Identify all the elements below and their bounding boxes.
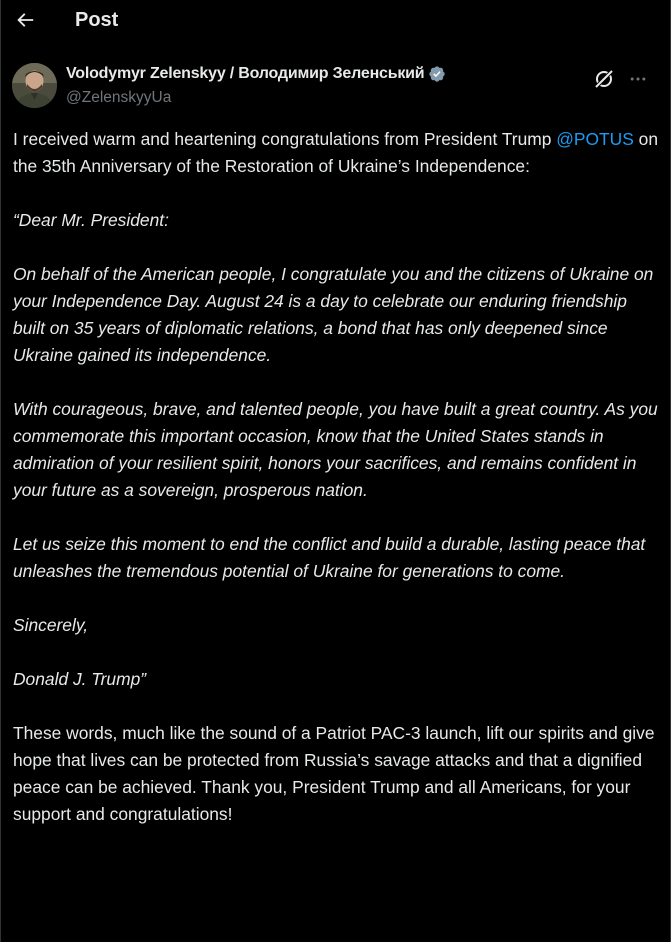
grok-icon: [592, 67, 616, 91]
quote-paragraph-1: On behalf of the American people, I congratulate you and the citizens of Ukraine on your Independence Day. August 24 is a day to celebrate our enduring friendship built on 35 years of diplomatic relations, a bond that has only deepened since Ukraine gained its independence.: [13, 264, 654, 365]
verified-badge-icon[interactable]: [428, 65, 446, 83]
left-border: [0, 0, 1, 942]
avatar[interactable]: [12, 63, 57, 108]
quote-paragraph-3: Let us seize this moment to end the conflict and build a durable, lasting peace that unleashes the tremendous potential of Ukraine for generations to come.: [13, 534, 646, 581]
arrow-left-icon: [14, 9, 36, 31]
quote-greeting: “Dear Mr. President:: [13, 210, 169, 230]
author-handle[interactable]: @ZelenskyyUa: [66, 89, 172, 106]
intro-text-start: I received warm and heartening congratulations from President Trump: [13, 129, 557, 149]
more-dots-icon: [628, 69, 648, 89]
quote-closing: Sincerely,: [13, 615, 89, 635]
page-title: Post: [75, 9, 119, 31]
post-text: [13, 126, 658, 828]
post-author: [12, 63, 652, 111]
mention-link[interactable]: @POTUS: [556, 129, 634, 149]
post-intro: [13, 126, 658, 180]
post-outro: These words, much like the sound of a Patriot PAC-3 launch, lift our spirits and give hope that lives can be protected from Russia’s savage attacks and that a dignified peace can be achieved. Thank you, President Trump and all Americans, for your support and congratulations!: [13, 723, 655, 824]
quote-signature: Donald J. Trump”: [13, 669, 147, 689]
more-options-button[interactable]: [626, 67, 650, 91]
author-display-name[interactable]: Volodymyr Zelenskyy / Володимир Зеленський: [66, 65, 425, 82]
grok-button[interactable]: [592, 67, 616, 91]
quote-paragraph-2: With courageous, brave, and talented people, you have built a great country. As you commemorate this important occasion, know that the United States stands in admiration of your resilient spirit, honors your sacrifices, and remains confident in your future as a sovereign, prosperous nation.: [13, 399, 658, 500]
name-row: [66, 65, 446, 83]
back-button[interactable]: [10, 5, 40, 35]
avatar-image: [12, 63, 57, 108]
post-header: [0, 0, 671, 42]
intro-text-end: on the 35th Anniversary of the Restoration of Ukraine’s Independence:: [13, 129, 658, 176]
